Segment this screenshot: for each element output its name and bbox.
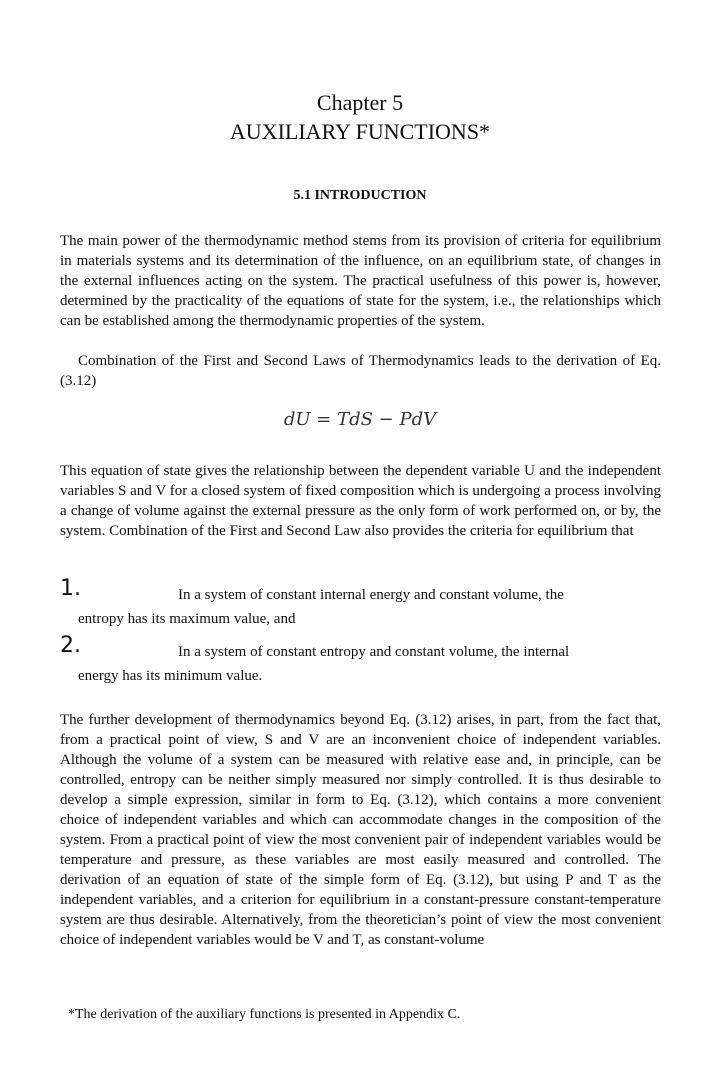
- list-item-text-line1: In a system of constant entropy and constant volume, the internal: [178, 644, 570, 660]
- chapter-number: Chapter 5: [316, 90, 404, 115]
- chapter-heading: [0, 88, 720, 146]
- footnote: *The derivation of the auxiliary functions is presented in Appendix C.: [68, 1007, 461, 1022]
- list-item-text-line2: entropy has its maximum value, and: [78, 611, 296, 627]
- section-title: 5.1 INTRODUCTION: [293, 188, 427, 203]
- chapter-title: AUXILIARY FUNCTIONS*: [229, 119, 491, 144]
- list-item-number: 2.: [60, 633, 81, 658]
- list-item: [60, 576, 670, 631]
- paragraph-1: The main power of the thermodynamic method stems from its provision of criteria for equilibrium in materials systems and its determination of the influence, on an equilibrium state, of changes in the external influences acting on the system. The practical usefulness of this power is, however, determined by the practicality of the equations of state for the system, i.e., the relationships which can be established among the thermodynamic properties of the system.: [60, 233, 661, 329]
- paragraph-3: This equation of state gives the relationship between the dependent variable U and the independent variables S and V for a closed system of fixed composition which is undergoing a process involving a change of volume against the external pressure as the only form of work performed on, or by, the system. Combination of the First and Second Law also provides the criteria for equilibrium that: [60, 463, 661, 539]
- list-item: [60, 633, 670, 688]
- list-item-number: 1.: [60, 576, 81, 601]
- list-item-text-line1: In a system of constant internal energy and constant volume, the: [178, 587, 564, 603]
- equation-3-12: dU = TdS − PdV: [283, 409, 437, 430]
- paragraph-2: Combination of the First and Second Laws of Thermodynamics leads to the derivation of Eq. (3.12): [60, 353, 661, 389]
- list-item-text-line2: energy has its minimum value.: [78, 668, 263, 684]
- paragraph-4: The further development of thermodynamics beyond Eq. (3.12) arises, in part, from the fact that, from a practical point of view, S and V are an inconvenient choice of independent variables. Although the volume of a system can be measured with relative ease and, in principle, can be controlled, entropy can be neither simply measured nor simply controlled. It is thus desirable to develop a simple expression, similar in form to Eq. (3.12), which contains a more convenient choice of independent variables and which can accommodate changes in the composition of the system. From a practical point of view the most convenient pair of independent variables would be temperature and pressure, as these variables are most easily measured and controlled. The derivation of an equation of state of the simple form of Eq. (3.12), but using P and T as the independent variables, and a criterion for equilibrium in a constant-pressure constant-temperature system are thus desirable. Alternatively, from the theoretician’s point of view the most convenient choice of independent variables would be V and T, as constant-volume: [60, 712, 661, 948]
